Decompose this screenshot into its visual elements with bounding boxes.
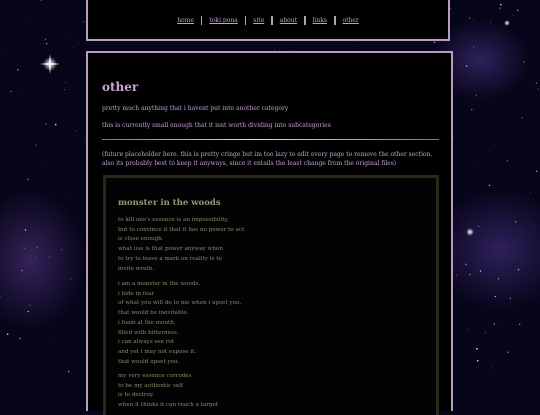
nav-link-links[interactable]: links — [313, 17, 327, 24]
disclaimer-text: (future placeholder here. this is pretty cringe but im too lazy to edit every page to remove the other section. also its probably best to keep it anyways, since it entails the least change from the original files) — [102, 150, 440, 168]
poem-line: i foam at the mouth, — [118, 319, 241, 329]
poem-line: invite wrath. — [118, 265, 244, 275]
poem-title: monster in the woods — [118, 198, 221, 208]
poem-line: to try to leave a mark on reality is to — [118, 255, 244, 265]
poem-line: is to destroy. — [118, 391, 218, 401]
poem-line: of what you will do to me when i upset you. — [118, 299, 241, 309]
poem-line: but to convince it that it has no power to act — [118, 226, 244, 236]
poem-line: and yet i may not expose it. — [118, 348, 241, 358]
poem-line: that would be inevitable. — [118, 309, 241, 319]
nav-link-site[interactable]: site — [253, 17, 264, 24]
nav-separator — [271, 16, 273, 25]
poem-line: i can always see rot — [118, 338, 241, 348]
intro-text-secondary: this is currently small enough that it isnt worth dividing into subcategories — [102, 122, 331, 129]
poem-line: to be my authentic self — [118, 382, 218, 392]
poem-line: i hide in fear — [118, 290, 241, 300]
poem-stanza-1 — [118, 216, 244, 274]
poem-line: filled with bitterness. — [118, 329, 241, 339]
nav-box — [86, 0, 450, 41]
poem-line: my very essence corrodes — [118, 372, 218, 382]
poem-line: i am a monster in the woods. — [118, 280, 241, 290]
nav-bar — [88, 16, 448, 25]
poem-line: that would upset you. — [118, 358, 241, 368]
nav-link-about[interactable]: about — [280, 17, 297, 24]
main-content — [86, 51, 453, 411]
nav-link-toki-pona[interactable]: toki pona — [209, 17, 237, 24]
poem-line: what use is that power anyway when — [118, 245, 244, 255]
nav-link-other[interactable]: other — [343, 17, 359, 24]
nav-separator — [304, 16, 306, 25]
nav-link-home[interactable]: home — [177, 17, 194, 24]
poem-line: is close enough. — [118, 235, 244, 245]
page-title: other — [102, 80, 138, 94]
poem-box — [103, 175, 439, 415]
poem-stanza-2 — [118, 280, 241, 367]
intro-text: pretty much anything that i havent put into another category — [102, 105, 288, 112]
poem-line: to kill one's essence is an impossibility, — [118, 216, 244, 226]
divider — [102, 139, 439, 140]
nav-separator — [201, 16, 203, 25]
poem-line: when it thinks it can reach a target — [118, 401, 218, 411]
nav-separator — [245, 16, 247, 25]
nav-separator — [334, 16, 336, 25]
